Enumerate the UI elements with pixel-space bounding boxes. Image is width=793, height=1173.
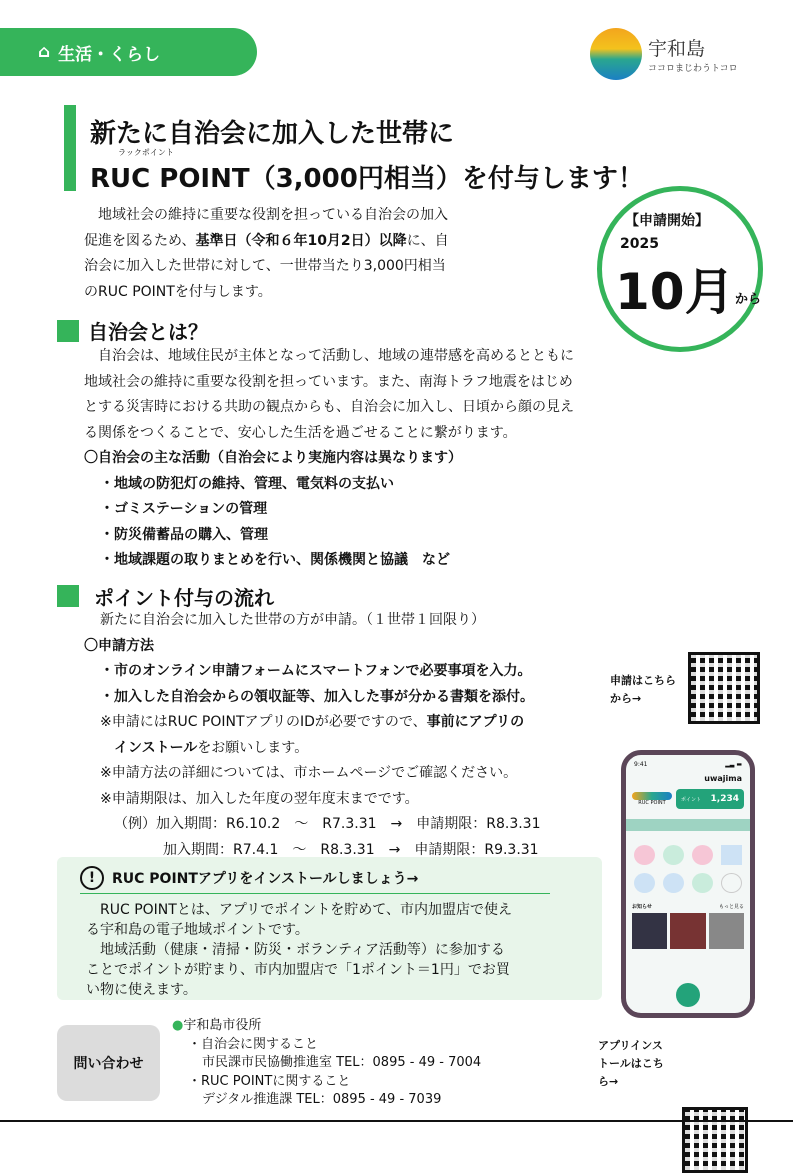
intro-text: 地域社会の維持に重要な役割を担っている自治会の加入 促進を図るため、基準日（令和６年10月2日）以降に、自 治会に加入した世帯に対して、一世帯当たり3,000円相当 のRUC POINTを付与します。 bbox=[84, 207, 449, 300]
badge-label: 【申請開始】 bbox=[625, 213, 709, 229]
contact-label: 問い合わせ bbox=[57, 1025, 160, 1101]
title-line1: 新たに自治会に加入した世帯に bbox=[90, 119, 455, 149]
house-person-icon: ⌂ bbox=[38, 42, 51, 62]
app-body: RUC POINTとは、アプリでポイントを貯めて、市内加盟店で使え る宇和島の電子地域ポイントです。 地域活動（健康・清掃・防災・ボランティア活動等）に参加する ことでポイントが貯まり、市内加盟店で「1ポイント＝1円」でお買 い物に使えます。 bbox=[86, 902, 512, 998]
badge-suffix: から bbox=[735, 292, 762, 307]
category-banner bbox=[0, 28, 257, 76]
apply-qr-label: 申請はこちらから→ bbox=[610, 674, 676, 705]
section-marker bbox=[57, 585, 79, 607]
exclamation-icon: ! bbox=[80, 866, 104, 890]
app-install-heading: ! RUC POINTアプリをインストールしましょう→ bbox=[80, 866, 550, 894]
logo-tagline: ココロまじわうトコロ bbox=[648, 64, 738, 74]
badge-month: 10月 bbox=[615, 263, 735, 321]
section2-heading: ポイント付与の流れ bbox=[94, 586, 274, 610]
section2-body: 新たに自治会に加入した世帯の方が申請。（１世帯１回限り） 〇申請方法 ・市のオンライン申請フォームにスマートフォンで必要事項を入力。 ・加入した自治会からの領収証等、加入した事が分かる書類を添付。 ※申請にはRUC POINTアプリのIDが必要ですので、事前にアプリの インストールをお願いします。 ※申請方法の詳細については、市ホームページでご確認ください。 ※申請期限は、加入した年度の翌年度末までです。 （例）加入期間：R6.10.2 ～ R7.3.31 → 申請期限：R8.3.31 加入期間：R7.4.1 ～ R8.3.31 → 申請期限：R9.3.31 bbox=[84, 612, 541, 858]
badge-year: 2025 bbox=[620, 236, 659, 252]
title-accent-bar bbox=[64, 105, 76, 191]
logo-name: 宇和島 bbox=[648, 38, 706, 60]
title-ruby: ラックポイント bbox=[118, 148, 174, 157]
bullet-icon: ● bbox=[172, 1018, 184, 1033]
category-label: 生活・くらし bbox=[58, 44, 161, 65]
city-logo bbox=[590, 28, 738, 80]
section-marker bbox=[57, 320, 79, 342]
app-phone-mockup: 9:41 ▂▃ ▬ uwajima RUC POINT ポイント 1,234 お知らせ もっと見る bbox=[621, 750, 755, 1018]
title-line2: RUC POINT（3,000円相当）を付与します！ bbox=[90, 164, 644, 194]
home-icon bbox=[676, 983, 700, 1007]
section1-heading: 自治会とは？ bbox=[88, 320, 208, 344]
bottom-rule bbox=[0, 1120, 793, 1122]
install-qr-label: アプリインストールはこちら→ bbox=[598, 1039, 664, 1088]
apply-qr-code[interactable] bbox=[688, 652, 760, 724]
install-qr-code[interactable] bbox=[682, 1107, 748, 1173]
section1-body: 自治会は、地域住民が主体となって活動し、地域の連帯感を高めるとともに 地域社会の維持に重要な役割を担っています。また、南海トラフ地震をはじめ とする災害時における共助の観点からも、自治会に加入し、日頃から顔の見え る関係をつくることで、安心した生活を過ごせることに繋がります。 〇自治会の主な活動（自治会により実施内容は異なります） ・地域の防犯灯の維持、管理、電気料の支払い ・ゴミステーションの管理 ・防災備蓄品の購入、管理 ・地域課題の取りまとめを行い、関係機関と協議 など bbox=[84, 348, 574, 568]
contact-info: ●宇和島市役所 ・自治会に関すること 市民課市民協働推進室 TEL：0895 - 49 - 7004 ・RUC POINTに関すること デジタル推進課 TEL：0895 - 49 - 7039 bbox=[172, 1018, 482, 1107]
logo-mark-icon bbox=[590, 28, 642, 80]
